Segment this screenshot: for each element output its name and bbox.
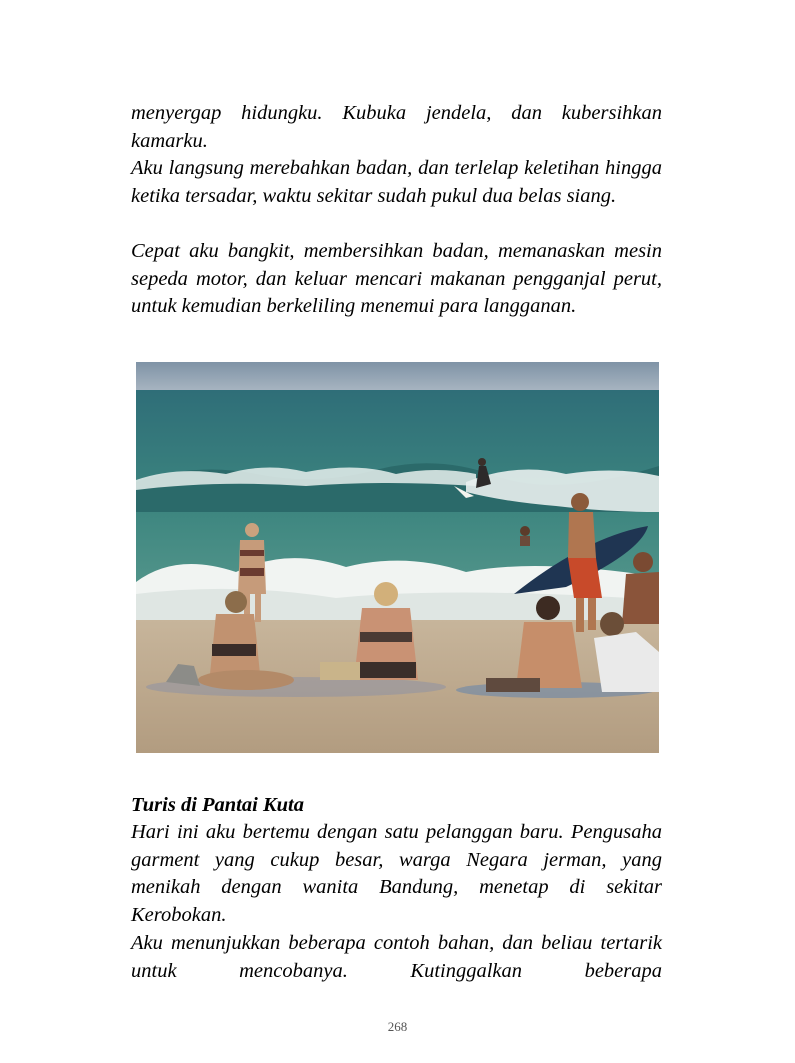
paragraph-2: Aku langsung merebahkan badan, dan terlelap keletihan hingga ketika tersadar, waktu sekitar sudah pukul dua belas siang. — [131, 157, 662, 207]
paragraph-1: menyergap hidungku. Kubuka jendela, dan kubersihkan kamarku. — [131, 102, 662, 152]
beach-photo — [136, 362, 659, 753]
paragraph-3: Cepat aku bangkit, membersihkan badan, memanaskan mesin sepeda motor, dan keluar mencari makanan pengganjal perut, untuk kemudian berkeliling menemui para langganan. — [131, 240, 662, 317]
paragraph-4: Hari ini aku bertemu dengan satu pelanggan baru. Pengusaha garment yang cukup besar, warga Negara jerman, yang menikah dengan wanita Bandung, menetap di sekitar Kerobokan. — [131, 821, 662, 926]
page-number: 268 — [387, 1019, 408, 1034]
paragraph-5: Aku menunjukkan beberapa contoh bahan, dan beliau tertarik untuk mencobanya. Kutinggalkan beberapa — [131, 932, 662, 982]
section-heading: Turis di Pantai Kuta — [131, 794, 304, 816]
